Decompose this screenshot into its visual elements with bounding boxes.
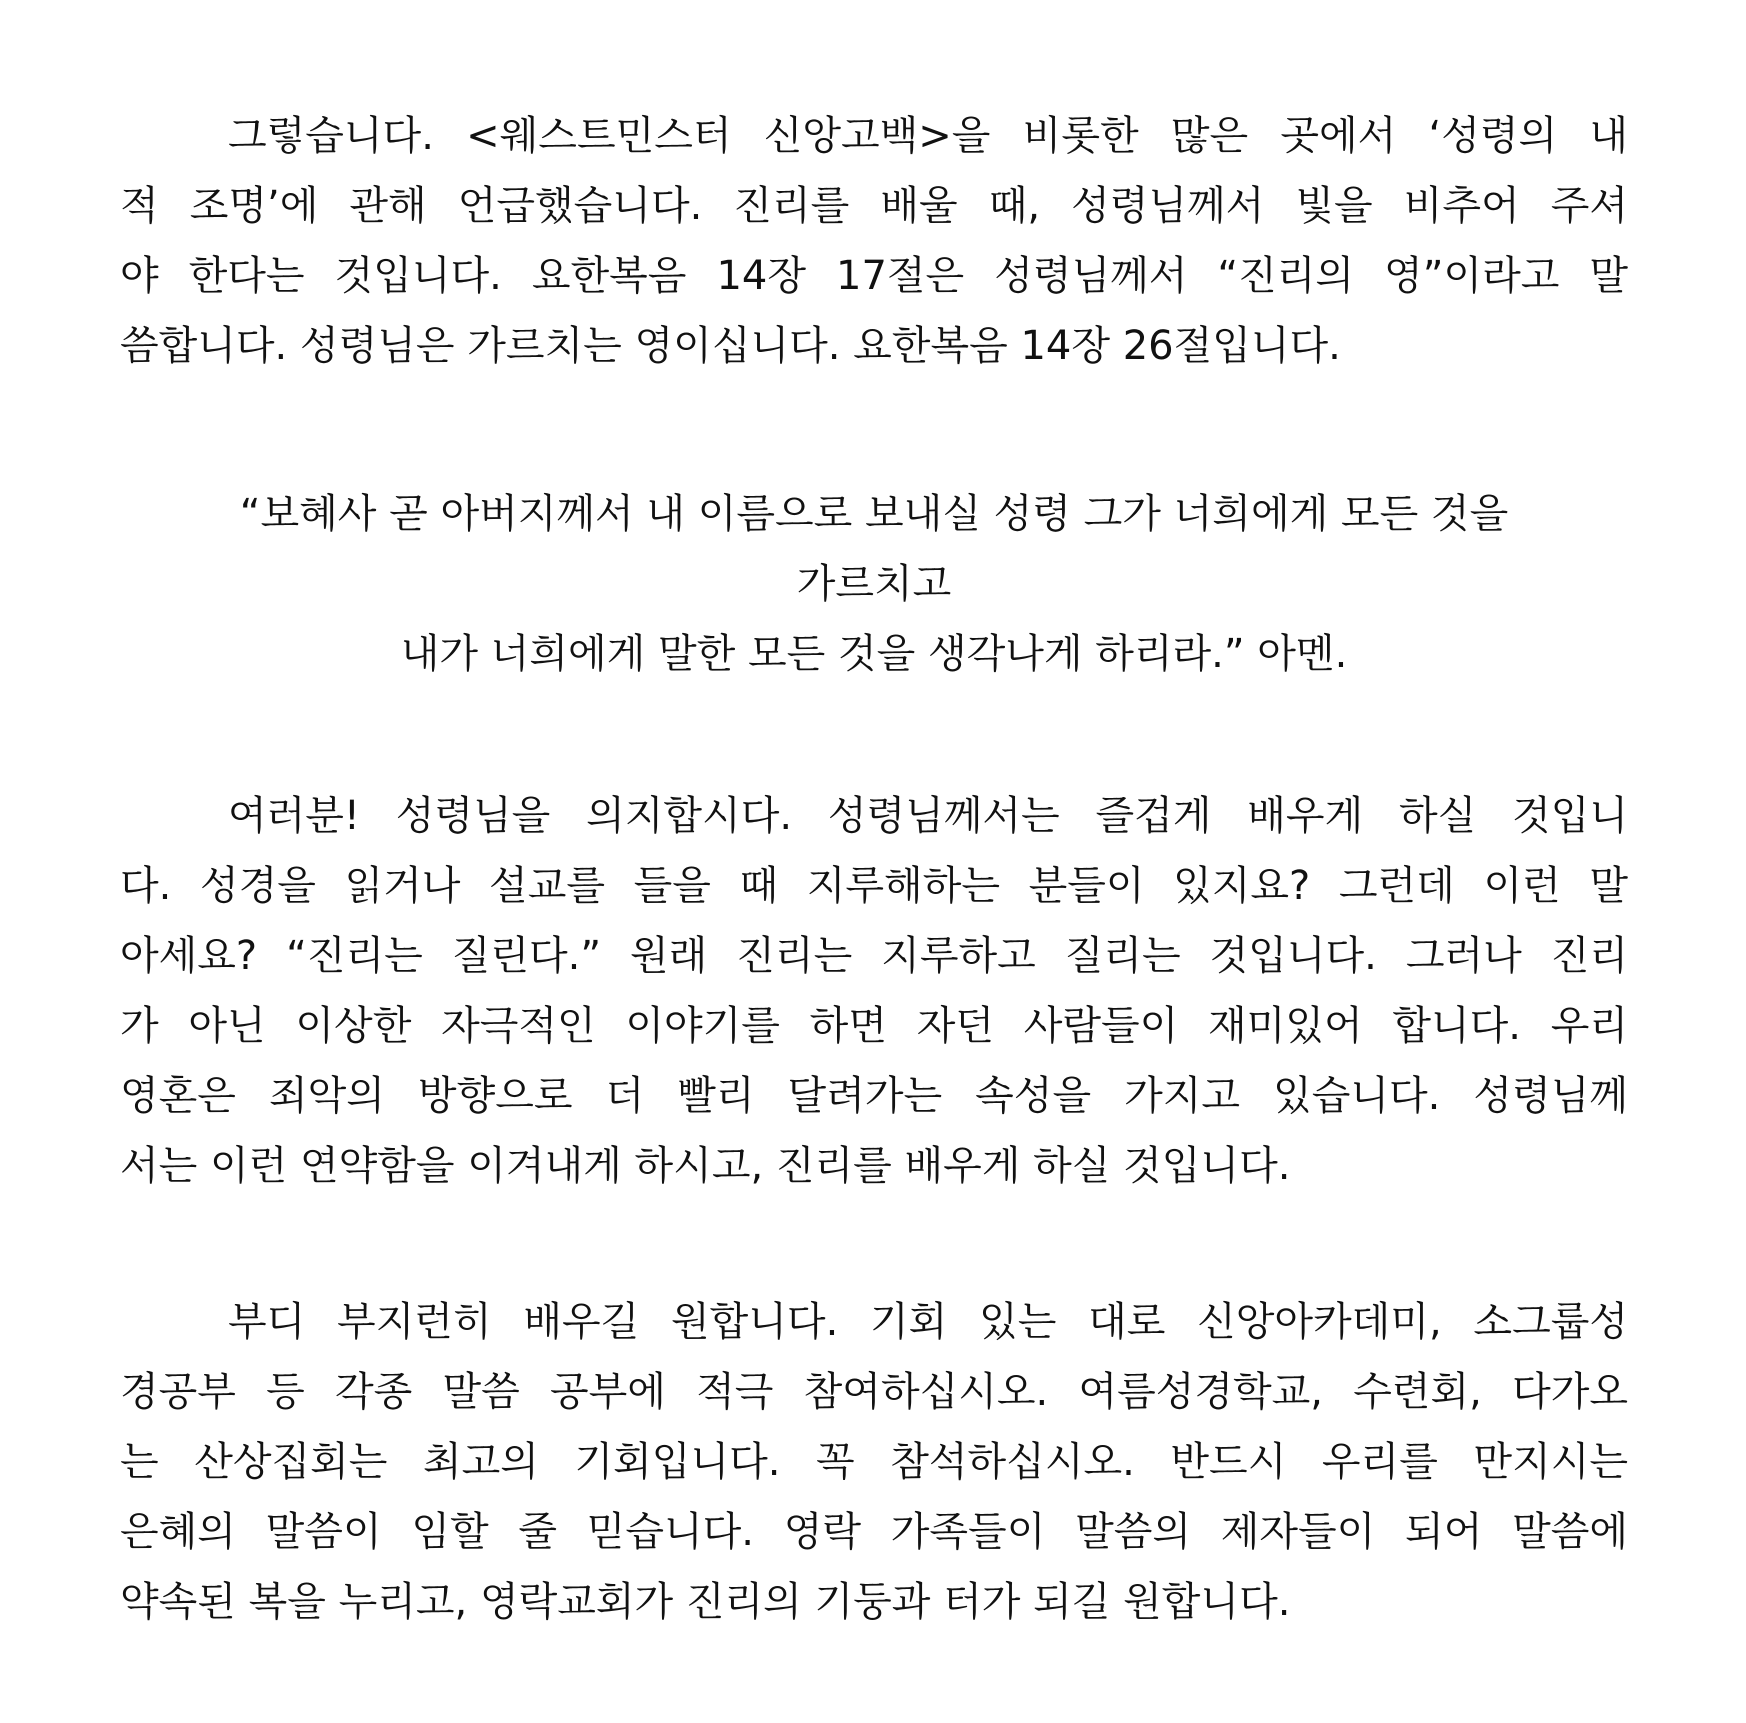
paragraph-2-line-6: 서는 이런 연약함을 이겨내게 하시고, 진리를 배우게 하실 것입니다.	[120, 1143, 1291, 1189]
paragraph-3-line-4: 은혜의 말씀이 임할 줄 믿습니다. 영락 가족들이 말씀의 제자들이 되어 말씀에	[120, 1509, 1628, 1555]
paragraph-3-line-3: 는 산상집회는 최고의 기회입니다. 꼭 참석하십시오. 반드시 우리를 만지시는	[120, 1439, 1628, 1485]
paragraph-3-line-1: 부디 부지런히 배우길 원합니다. 기회 있는 대로 신앙아카데미, 소그룹성	[228, 1299, 1628, 1345]
paragraph-3-line-5: 약속된 복을 누리고, 영락교회가 진리의 기둥과 터가 되길 원합니다.	[120, 1579, 1291, 1625]
paragraph-2-line-3: 아세요? “진리는 질린다.” 원래 진리는 지루하고 질리는 것입니다. 그러나 진리	[120, 933, 1628, 979]
paragraph-1-line-3: 야 한다는 것입니다. 요한복음 14장 17절은 성령님께서 “진리의 영”이라고 말	[120, 253, 1628, 299]
quote-line-3: 내가 너희에게 말한 모든 것을 생각나게 하리라.” 아멘.	[400, 631, 1348, 677]
paragraph-1-line-4: 씀합니다. 성령님은 가르치는 영이십니다. 요한복음 14장 26절입니다.	[120, 323, 1341, 369]
paragraph-2-line-1: 여러분! 성령님을 의지합시다. 성령님께서는 즐겁게 배우게 하실 것입니	[228, 793, 1628, 839]
paragraph-2-line-2: 다. 성경을 읽거나 설교를 들을 때 지루해하는 분들이 있지요? 그런데 이런 말	[120, 863, 1628, 909]
paragraph-3-line-2: 경공부 등 각종 말씀 공부에 적극 참여하십시오. 여름성경학교, 수련회, 다가오	[120, 1369, 1628, 1415]
paragraph-1-line-1: 그렇습니다. <웨스트민스터 신앙고백>을 비롯한 많은 곳에서 ‘성령의 내	[228, 113, 1628, 159]
paragraph-1-line-2: 적 조명’에 관해 언급했습니다. 진리를 배울 때, 성령님께서 빛을 비추어 주셔	[120, 183, 1628, 229]
document-page	[120, 0, 1628, 1723]
paragraph-2-line-4: 가 아닌 이상한 자극적인 이야기를 하면 자던 사람들이 재미있어 합니다. 우리	[120, 1003, 1628, 1049]
quote-line-1: “보혜사 곧 아버지께서 내 이름으로 보내실 성령 그가 너희에게 모든 것을	[239, 491, 1509, 537]
paragraph-2-line-5: 영혼은 죄악의 방향으로 더 빨리 달려가는 속성을 가지고 있습니다. 성령님께	[120, 1073, 1628, 1119]
quote-line-2: 가르치고	[796, 561, 952, 607]
